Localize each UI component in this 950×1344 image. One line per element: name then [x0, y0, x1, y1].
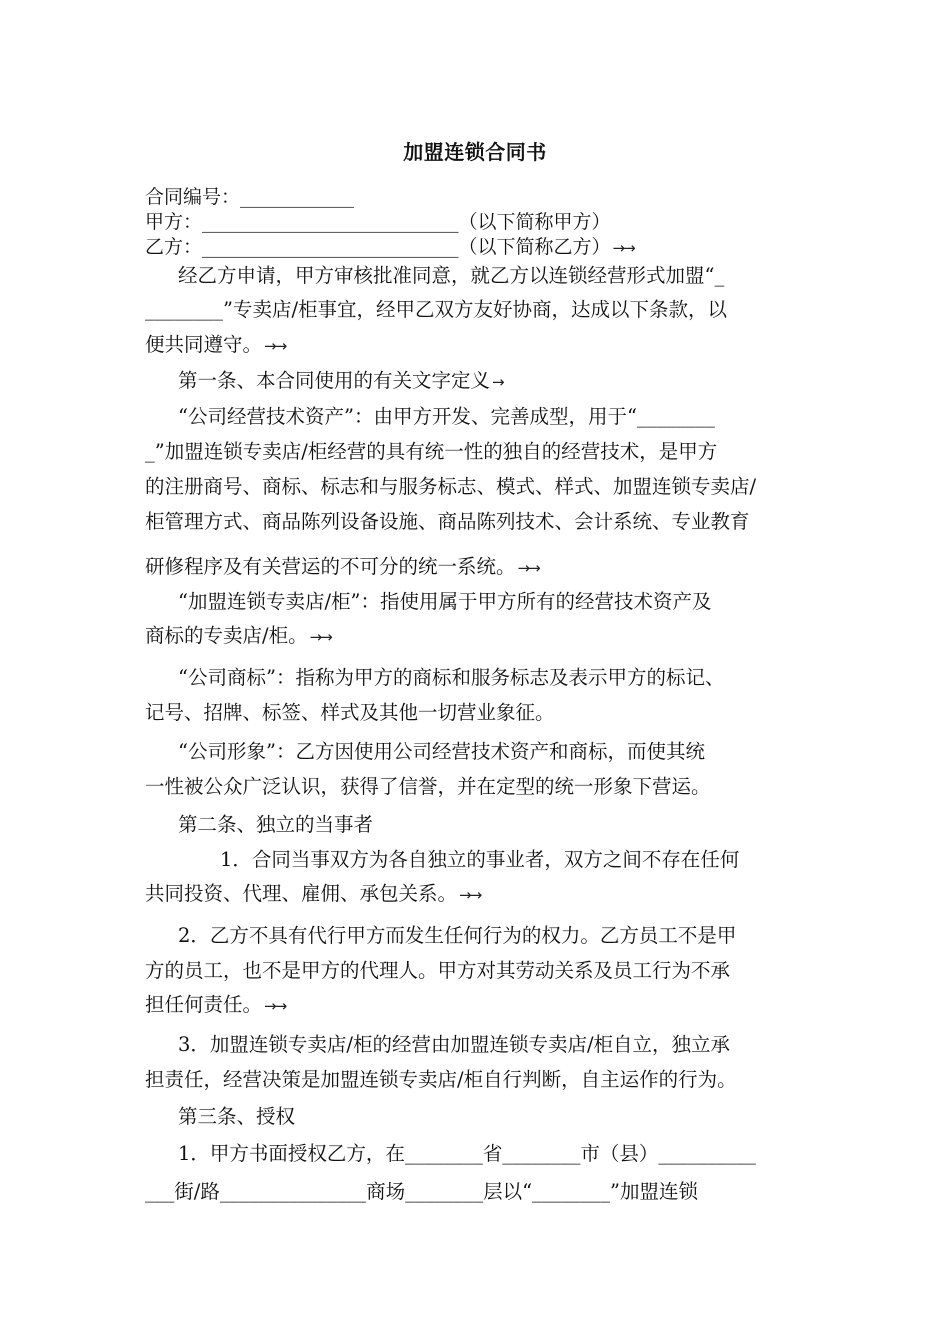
article-heading-text: 第一条、本合同使用的有关文字定义: [178, 369, 491, 392]
contract-number-line: 合同编号：____________: [145, 186, 355, 208]
body-line: 经乙方申请，甲方审核批准同意，就乙方以连锁经营形式加盟“_: [178, 264, 725, 287]
article-heading: 第二条、独立的当事者: [178, 813, 374, 836]
body-line: [145, 622, 331, 651]
body-line: [145, 553, 539, 582]
paragraph-mark: →→: [612, 239, 634, 257]
body-line-text: 商标的专卖店/柜。: [145, 624, 308, 647]
body-line: 记号、招牌、标签、样式及其他一切营业象征。: [145, 701, 555, 724]
body-line: 的注册商号、商标、标志和与服务标志、模式、样式、加盟连锁专卖店/: [145, 475, 757, 498]
body-line: ________”专卖店/柜事宜，经甲乙双方友好协商，达成以下条款，以: [145, 298, 728, 321]
body-line: 1．甲方书面授权乙方，在________省________市（县）__________: [178, 1142, 756, 1165]
body-line: 柜管理方式、商品陈列设备设施、商品陈列技术、会计系统、专业教育: [145, 510, 750, 533]
body-line: ___街/路_______________商场________层以“________”加盟连锁: [145, 1180, 699, 1203]
paragraph-mark: →→: [517, 559, 539, 577]
paragraph-mark: →→: [264, 997, 286, 1015]
body-line: 2．乙方不具有代行甲方而发生任何行为的权力。乙方员工不是甲: [178, 924, 737, 947]
body-line: 担责任，经营决策是加盟连锁专卖店/柜自行判断，自主运作的行为。: [145, 1068, 737, 1091]
body-line: 一性被公众广泛认识，获得了信誉，并在定型的统一形象下营运。: [145, 775, 711, 798]
body-line: [145, 331, 285, 360]
body-line: [145, 880, 480, 909]
body-line: _”加盟连锁专卖店/柜经营的具有统一性的独自的经营技术，是甲方: [145, 440, 718, 463]
body-line: 1．合同当事双方为各自独立的事业者，双方之间不存在任何: [220, 848, 740, 871]
body-line: 3．加盟连锁专卖店/柜的经营由加盟连锁专卖店/柜自立，独立承: [178, 1033, 731, 1056]
body-line: 方的员工，也不是甲方的代理人。甲方对其劳动关系及员工行为不承: [145, 959, 731, 982]
body-line: [145, 991, 285, 1020]
body-line: “公司商标”：指称为甲方的商标和服务标志及表示甲方的标记、: [178, 666, 725, 689]
party-b-text: 乙方：___________________________（以下简称乙方）: [145, 236, 611, 258]
paragraph-mark: →→: [264, 337, 286, 355]
party-b-line: [145, 235, 634, 260]
body-line-text: 共同投资、代理、雇佣、承包关系。: [145, 882, 458, 905]
article-heading: [178, 367, 503, 396]
body-line: “公司形象”：乙方因使用公司经营技术资产和商标，而使其统: [178, 740, 705, 763]
paragraph-mark: →→: [309, 628, 331, 646]
party-a-line: 甲方：___________________________（以下简称甲方）: [145, 211, 611, 233]
body-line-text: 担任何责任。: [145, 993, 263, 1016]
document-title: 加盟连锁合同书: [403, 140, 547, 164]
body-line-text: 便共同遵守。: [145, 333, 263, 356]
body-line: “加盟连锁专卖店/柜”：指使用属于甲方所有的经营技术资产及: [178, 590, 712, 613]
paragraph-mark: →→: [459, 886, 481, 904]
body-line-text: 研修程序及有关营运的不可分的统一系统。: [145, 555, 516, 578]
body-line: “公司经营技术资产”：由甲方开发、完善成型，用于“________: [178, 405, 715, 428]
article-heading: 第三条、授权: [178, 1105, 296, 1128]
paragraph-mark: →: [492, 373, 503, 391]
